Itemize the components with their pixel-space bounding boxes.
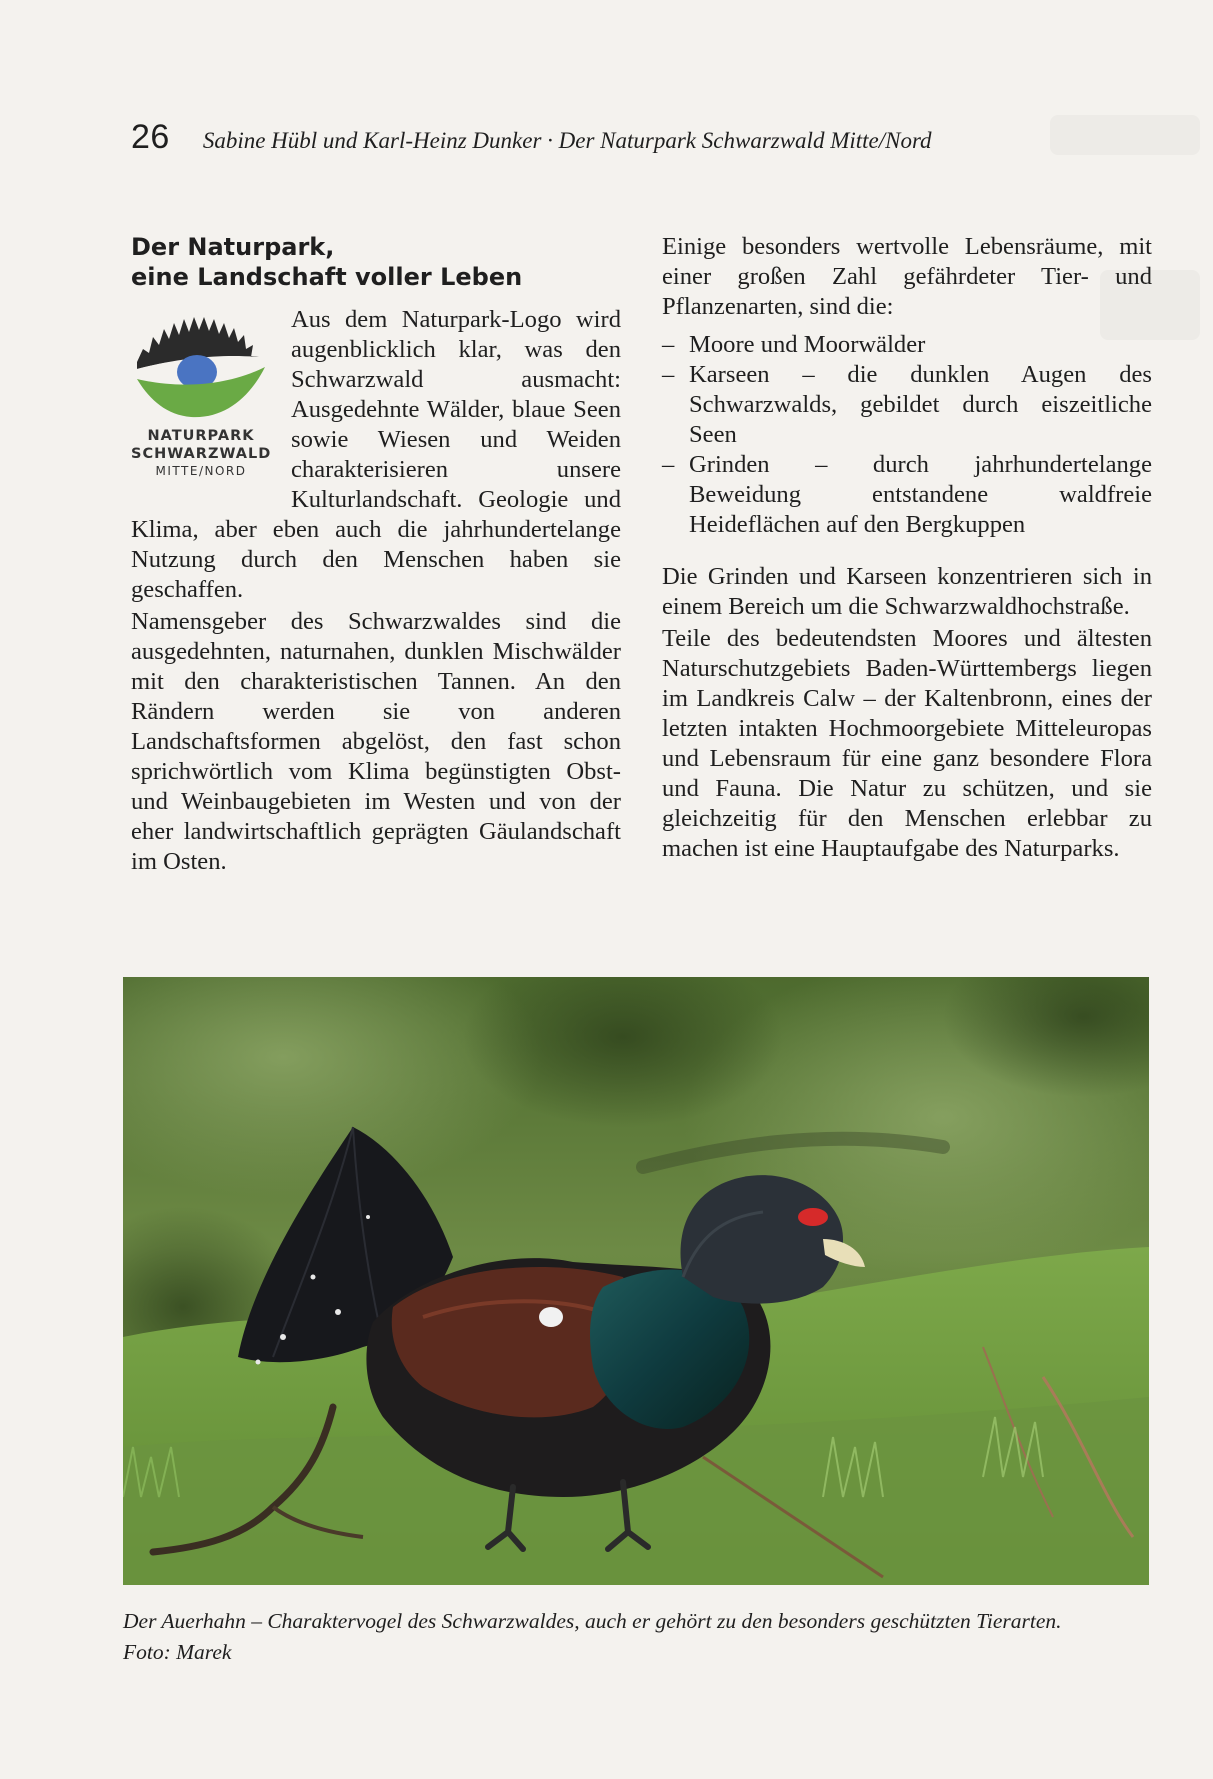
habitat-list [662, 330, 1152, 540]
page-number: 26 [131, 118, 170, 156]
bleed-through-mark [1050, 115, 1200, 155]
naturpark-logo [131, 307, 271, 489]
eye-logo-icon [131, 307, 271, 425]
logo-wordmark [131, 427, 271, 479]
photo-credit: Foto: Marek [123, 1640, 232, 1664]
section-heading [131, 232, 621, 292]
section-heading-line1: Der Naturpark, [131, 233, 335, 261]
list-item: – Karseen – die dunklen Augen des Schwarzwalds, gebildet durch eiszeitliche Seen [662, 360, 1152, 450]
logo-line2: SCHWARZWALD [131, 446, 272, 462]
running-head [131, 118, 1051, 168]
right-column [662, 232, 1152, 866]
left-paragraph-1: Aus dem Naturpark-Logo wird augenblicklich klar, was den Schwarzwald ausmacht: Ausgedehnte Wälder, blaue Seen sowie Wiesen und Weiden charakterisieren unsere Kulturlandschaft. Geologie und Klima, aber eben auch die jahrhundertelange Nutzung durch den Menschen haben sie geschaffen. [131, 306, 621, 603]
logo-line1: NATURPARK [147, 428, 255, 444]
capercaillie-photo-image [123, 977, 1149, 1585]
list-item: – Moore und Moorwälder [662, 330, 1152, 360]
left-column [131, 232, 621, 879]
section-heading-line2: eine Landschaft voller Leben [131, 263, 523, 291]
logo-line3: MITTE/NORD [155, 464, 247, 478]
right-paragraph-1: Die Grinden und Karseen konzentrieren sich in einem Bereich um die Schwarzwaldhochstraße. [662, 563, 1152, 620]
list-item: – Grinden – durch jahrhundertelange Beweidung entstandene waldfreie Heideflächen auf den Bergkuppen [662, 450, 1152, 540]
capercaillie-photo [123, 977, 1149, 1585]
right-paragraph-2: Teile des bedeutendsten Moores und ältesten Naturschutzgebiets Baden-Württembergs liegen im Landkreis Calw – der Kaltenbronn, eines der letzten intakten Hochmoorgebiete Mitteleuropas und Lebensraum für eine ganz besondere Flora und Fauna. Die Natur zu schützen, und sie gleichzeitig für den Menschen erlebbar zu machen ist eine Hauptaufgabe des Naturparks. [662, 625, 1152, 862]
running-title: Sabine Hübl und Karl-Heinz Dunker · Der Naturpark Schwarzwald Mitte/Nord [202, 128, 932, 153]
caption-text: Der Auerhahn – Charaktervogel des Schwarzwaldes, auch er gehört zu den besonders geschützten Tierarten. [123, 1609, 1062, 1633]
right-intro: Einige besonders wertvolle Lebensräume, mit einer großen Zahl gefährdeter Tier- und Pflanzenarten, sind die: [662, 233, 1152, 320]
left-paragraph-2: Namensgeber des Schwarzwaldes sind die ausgedehnten, naturnahen, dunklen Mischwälder mit den charakteristischen Tannen. An den Rändern werden sie von anderen Landschaftsformen abgelöst, den fast schon sprichwörtlich vom Klima begünstigten Obst- und Weinbaugebieten im Westen und von der eher landwirtschaftlich geprägten Gäulandschaft im Osten. [131, 608, 621, 875]
figure-caption [123, 1606, 1163, 1668]
